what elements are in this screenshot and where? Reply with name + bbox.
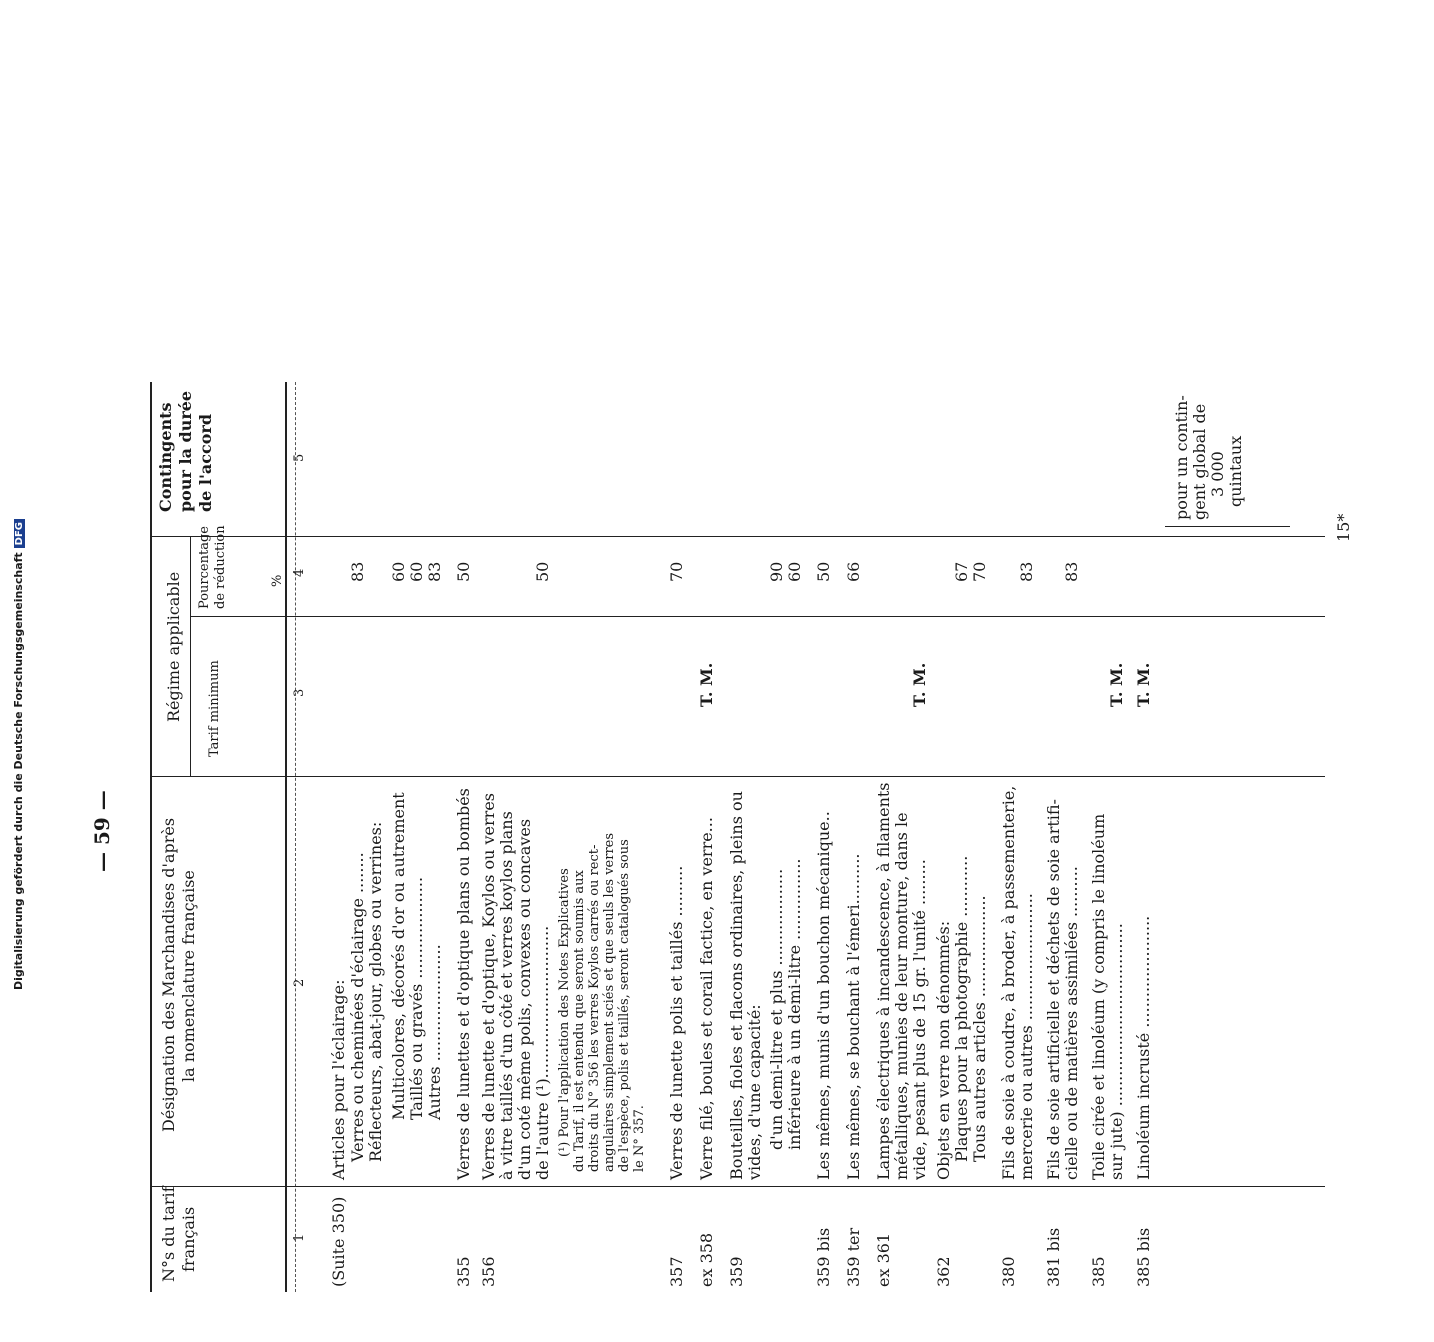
tariff-number: 359 bis [814, 1227, 833, 1287]
sheet-mark: 15* [1334, 513, 1353, 542]
item-designation: métalliques, munies de leur monture, dans le [892, 812, 911, 1180]
tariff-number: 355 [454, 1256, 473, 1287]
item-designation: cielle ou de matières assimilées .......... [1062, 866, 1081, 1180]
col2-divider [150, 776, 1325, 777]
col4-number: 4 [292, 568, 307, 577]
col3-header: Tarif minimum [207, 660, 222, 757]
col5-header-line3: de l'accord [196, 413, 215, 512]
item-designation: Taillés ou gravés .................... [407, 876, 426, 1120]
tariff-number: 380 [999, 1256, 1018, 1287]
tariff-number: 381 bis [1044, 1227, 1063, 1287]
item-designation: Fils de soie artificielle et déchets de soie artifi- [1044, 799, 1063, 1180]
item-designation: Autres ....................... [425, 944, 444, 1120]
item-designation: Articles pour l'éclairage: [329, 979, 348, 1180]
item-designation: vide, pesant plus de 15 gr. l'unité ......... [910, 859, 929, 1180]
col3-divider [190, 616, 1325, 617]
footnote-line: du Tarif, il est entendu que seront soumis aux [572, 870, 587, 1172]
reduction-percent: 50 [814, 561, 833, 582]
item-designation: Lampes électriques à incandescence, à filaments [874, 782, 893, 1180]
col4-header-line1: Pourcentage [197, 526, 212, 609]
col1-number: 1 [292, 1233, 307, 1242]
contingent-line1: pour un contin- [1172, 395, 1191, 520]
header-number-rule [295, 382, 296, 1292]
item-designation: mercerie ou autres ......................... [1017, 893, 1036, 1180]
footnote-line: (¹) Pour l'application des Notes Explicatives [557, 868, 572, 1157]
tarif-minimum: T. M. [910, 662, 929, 707]
reduction-percent: 90 [767, 561, 786, 582]
col4-header-line2: de réduction [213, 525, 228, 609]
item-designation: inférieure à un demi-litre ................ [785, 858, 804, 1150]
reduction-percent: 83 [1017, 561, 1036, 582]
item-designation: Verres de lunette polis et taillés .......... [667, 865, 686, 1180]
item-designation: à vitre taillés d'un côté et verres koylos plans [497, 811, 516, 1180]
contingent-line3: 3 000 [1208, 451, 1227, 497]
col4-unit: % [270, 574, 285, 587]
col2-header-line1: Désignation des Marchandises d'après [159, 817, 178, 1132]
reduction-percent: 83 [1062, 561, 1081, 582]
tariff-number: 357 [667, 1256, 686, 1287]
item-designation: Multicolores, décorés d'or ou autrement [389, 792, 408, 1120]
contingent-line4: quintaux [1226, 435, 1245, 507]
dfg-logo: DFG [14, 519, 25, 548]
item-designation: d'un coté même polis, convexes ou concaves [515, 818, 534, 1180]
tariff-page [85, 342, 1365, 1342]
tariff-number: (Suite 350) [329, 1196, 348, 1287]
item-designation: Réflecteurs, abat-jour, globes ou verrines: [366, 821, 385, 1162]
reduction-percent: 60 [389, 561, 408, 582]
tariff-number: 356 [479, 1256, 498, 1287]
item-designation: Verres de lunettes et d'optique plans ou bombés [454, 788, 473, 1180]
reduction-percent: 60 [785, 561, 804, 582]
tarif-minimum: T. M. [1134, 662, 1153, 707]
item-designation: de l'autre (¹).............................. [533, 925, 552, 1180]
contingent-line2: gent global de [1190, 403, 1209, 520]
reduction-percent: 67 [952, 561, 971, 582]
col5-number: 5 [292, 453, 307, 462]
item-designation: Les mêmes, munis d'un bouchon mécanique.. [814, 811, 833, 1180]
item-designation: Toile cirée et linoléum (y compris le linoléum [1089, 813, 1108, 1180]
tariff-number: 359 [727, 1256, 746, 1287]
reduction-percent: 70 [970, 561, 989, 582]
reduction-percent: 50 [454, 561, 473, 582]
col5-header-line2: pour la durée [176, 390, 195, 512]
digitization-text: Digitalisierung gefördert durch die Deutsche Forschungsgemeinschaft [12, 552, 25, 990]
col4-divider [150, 536, 1325, 537]
col3-number: 3 [292, 688, 307, 697]
table-top-rule [150, 382, 152, 1292]
tariff-number: 385 bis [1134, 1227, 1153, 1287]
item-designation: Objets en verre non dénommés: [934, 920, 953, 1180]
contingent-brace [1165, 526, 1290, 527]
item-designation: Verre filé, boules et corail factice, en verre... [697, 817, 716, 1180]
footnote-line: droits du N° 356 les verres Koylos carrés ou rect- [587, 844, 602, 1172]
reduction-percent: 60 [407, 561, 426, 582]
item-designation: Plaques pour la photographie ............ [952, 855, 971, 1162]
tarif-minimum: T. M. [697, 662, 716, 707]
tariff-number: ex 361 [874, 1232, 893, 1287]
digitization-note [12, 519, 25, 990]
item-designation: Linoléum incrusté ...................... [1134, 915, 1153, 1180]
tariff-number: 362 [934, 1256, 953, 1287]
footnote-line: de l'espèce, polis et taillés, seront catalogués sous [617, 839, 632, 1172]
regime-header: Régime applicable [164, 571, 183, 722]
col2-header-line2: la nomenclature française [179, 870, 198, 1082]
col1-divider [150, 1186, 1325, 1187]
tariff-number: ex 358 [697, 1232, 716, 1287]
item-designation: Fils de soie à coudre, à broder, à passementerie, [999, 785, 1018, 1180]
item-designation: d'un demi-litre et plus ................... [767, 868, 786, 1150]
reduction-percent: 50 [533, 561, 552, 582]
regime-rule [190, 537, 191, 777]
item-designation: Les mêmes, se bouchant à l'émeri.......... [844, 853, 863, 1180]
footnote-line: le N° 357. [632, 1105, 647, 1172]
item-designation: sur jute) .................................... [1107, 923, 1126, 1180]
footnote-line: angulaires simplement sciés et que seuls les verres [602, 832, 617, 1172]
tarif-minimum: T. M. [1107, 662, 1126, 707]
reduction-percent: 83 [425, 561, 444, 582]
reduction-percent: 70 [667, 561, 686, 582]
tariff-number: 385 [1089, 1256, 1108, 1287]
reduction-percent: 83 [348, 561, 367, 582]
item-designation: Verres ou cheminées d'éclairage ........ [348, 852, 367, 1162]
item-designation: Tous autres articles .................... [970, 895, 989, 1162]
col1-header-line2: français [179, 1206, 198, 1272]
col5-header-line1: Contingents [156, 402, 175, 512]
header-bottom-rule [285, 382, 287, 1292]
tariff-number: 359 ter [844, 1227, 863, 1287]
item-designation: vides, d'une capacité: [745, 1004, 764, 1180]
page-number: — 59 — [90, 790, 114, 872]
item-designation: Verres de lunette et d'optique, Koylos ou verres [479, 792, 498, 1180]
col2-number: 2 [292, 978, 307, 987]
item-designation: Bouteilles, fioles et flacons ordinaires, pleins ou [727, 791, 746, 1180]
reduction-percent: 66 [844, 561, 863, 582]
col1-header-line1: N°s du tarif [159, 1186, 178, 1282]
